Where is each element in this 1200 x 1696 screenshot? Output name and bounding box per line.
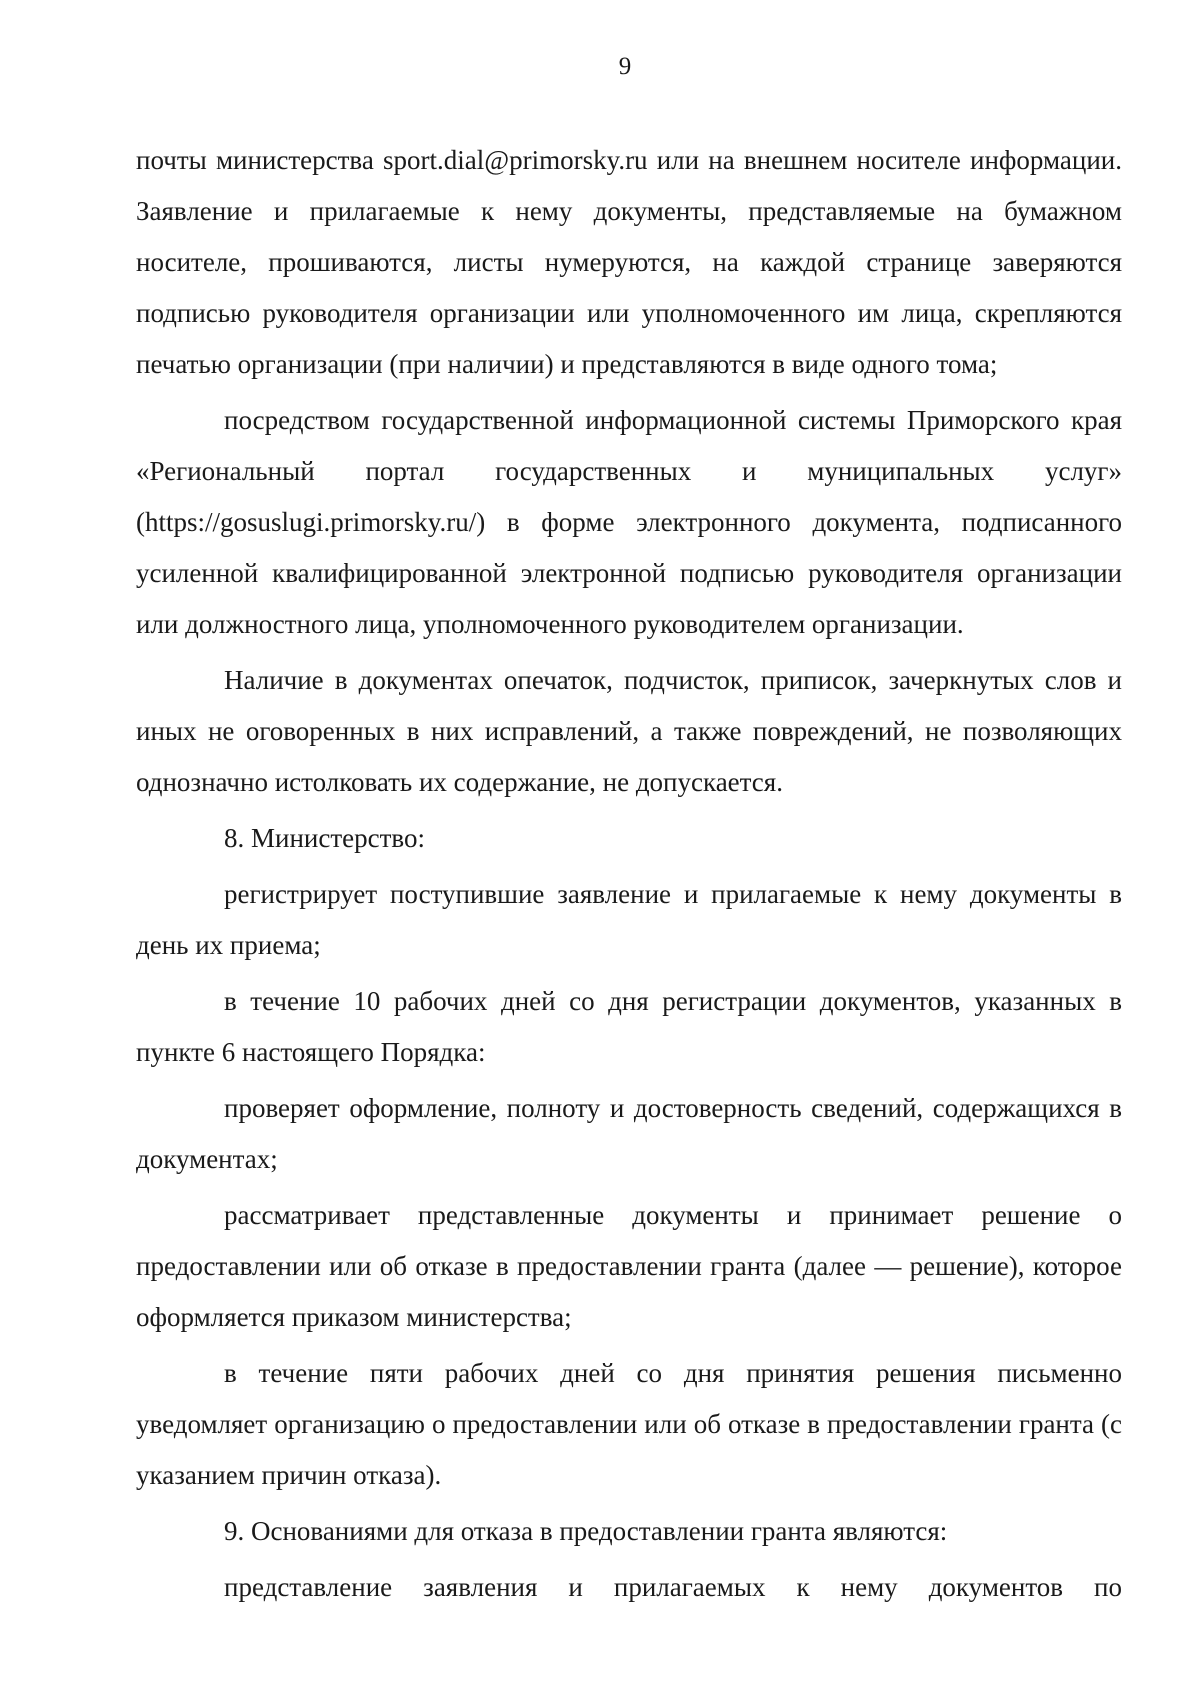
paragraph-checks-documents: проверяет оформление, полноту и достоверность сведений, содержащихся в документах; — [136, 1093, 1122, 1174]
paragraph-item-9-heading: 9. Основаниями для отказа в предоставлении гранта являются: — [224, 1516, 948, 1546]
paragraph-item-8-heading: 8. Министерство: — [224, 823, 425, 853]
paragraph-makes-decision: рассматривает представленные документы и принимает решение о предоставлении или об отказе в предоставлении гранта (далее — решение), которое оформляется приказом министерства; — [136, 1200, 1122, 1332]
paragraph-registers-documents: регистрирует поступившие заявление и прилагаемые к нему документы в день их приема; — [136, 879, 1122, 960]
page-number: 9 — [618, 53, 632, 80]
document-body — [136, 135, 1122, 1613]
paragraph-no-corrections: Наличие в документах опечаток, подчисток, приписок, зачеркнутых слов и иных не оговоренных в них исправлений, а также повреждений, не позволяющих однозначно истолковать их содержание, не допускается. — [136, 665, 1122, 797]
paragraph-submission-gosuslugi: посредством государственной информационной системы Приморского края «Региональный портал государственных и муниципальных услуг» (https://gosuslugi.primorsky.ru/) в форме электронного документа, подписанного усиленной квалифицированной электронной подписью руководителя организации или должностного лица, уполномоченного руководителем организации. — [136, 405, 1122, 639]
paragraph-submission-mail-media: почты министерства sport.dial@primorsky.ru или на внешнем носителе информации. Заявление и прилагаемые к нему документы, представляемые на бумажном носителе, прошиваются, листы нумеруются, на каждой странице заверяются подписью руководителя организации или уполномоченного им лица, скрепляются печатью организации (при наличии) и представляются в виде одного тома; — [136, 145, 1122, 379]
paragraph-notifies-organization: в течение пяти рабочих дней со дня принятия решения письменно уведомляет организацию о предоставлении или об отказе в предоставлении гранта (с указанием причин отказа). — [136, 1358, 1122, 1490]
paragraph-within-10-days: в течение 10 рабочих дней со дня регистрации документов, указанных в пункте 6 настоящего Порядка: — [136, 986, 1122, 1067]
paragraph-refusal-ground-1: представление заявления и прилагаемых к нему документов по — [224, 1572, 1122, 1602]
